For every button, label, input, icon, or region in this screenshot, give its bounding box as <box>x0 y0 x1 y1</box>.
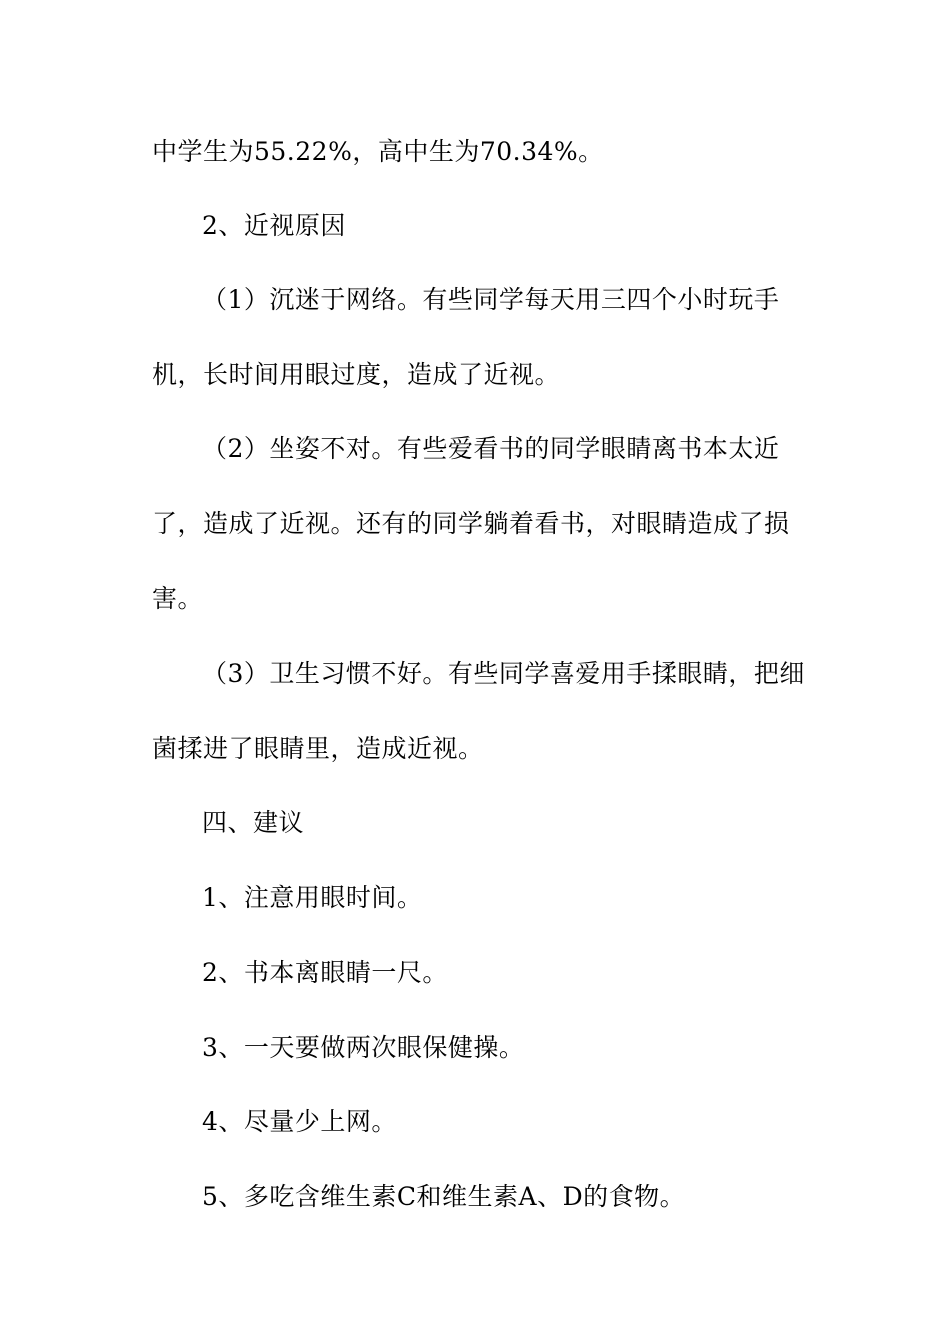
list-item: 5、多吃含维生素C和维生素A、D的食物。 <box>202 1182 686 1211</box>
section-heading: 四、建议 <box>202 808 305 837</box>
list-item: 4、尽量少上网。 <box>202 1107 397 1136</box>
paragraph-line: （2）坐姿不对。有些爱看书的同学眼睛离书本太近 <box>202 434 780 463</box>
list-item: 1、注意用眼时间。 <box>202 883 423 912</box>
paragraph-line: 中学生为55.22%，高中生为70.34%。 <box>152 137 604 166</box>
paragraph-line: （1）沉迷于网络。有些同学每天用三四个小时玩手 <box>202 285 780 314</box>
paragraph-line: 菌揉进了眼睛里，造成近视。 <box>152 734 484 763</box>
paragraph-line: 了，造成了近视。还有的同学躺着看书，对眼睛造成了损 <box>152 509 790 538</box>
paragraph-line: 害。 <box>152 584 204 613</box>
section-heading: 2、近视原因 <box>202 211 346 240</box>
list-item: 3、一天要做两次眼保健操。 <box>202 1033 525 1062</box>
paragraph-line: 机，长时间用眼过度，造成了近视。 <box>152 360 561 389</box>
paragraph-line: （3）卫生习惯不好。有些同学喜爱用手揉眼睛，把细 <box>202 659 805 688</box>
list-item: 2、书本离眼睛一尺。 <box>202 958 448 987</box>
